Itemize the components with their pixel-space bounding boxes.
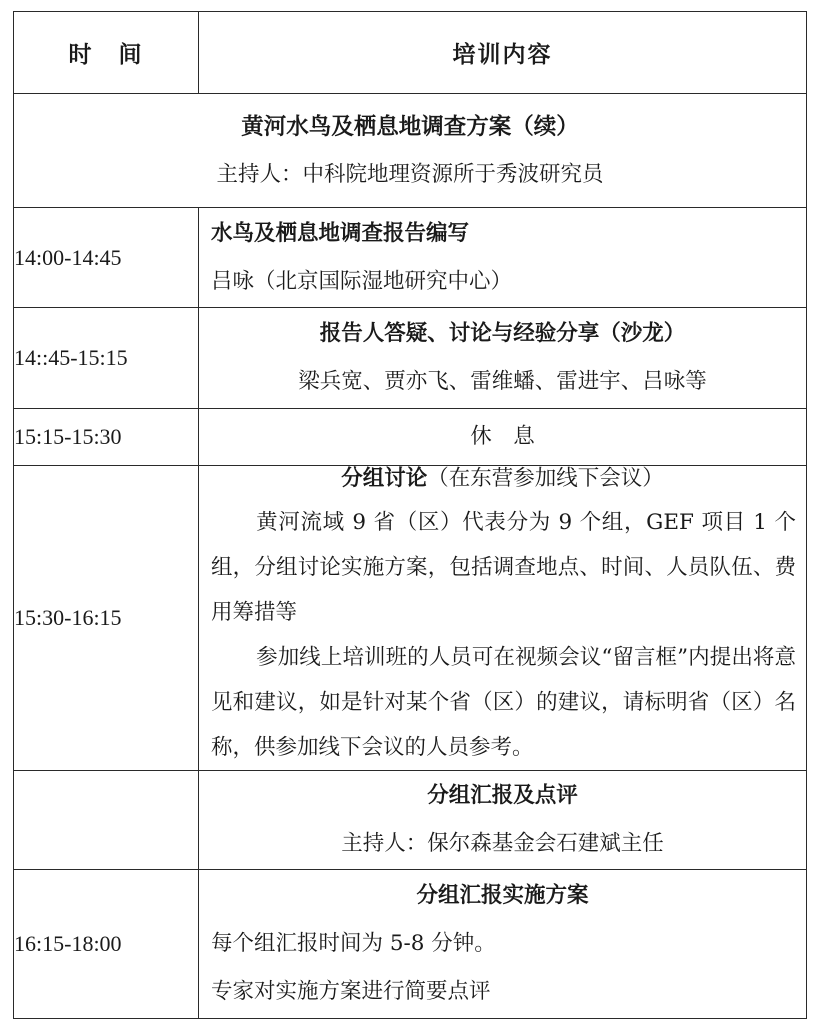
row-line: 专家对实施方案进行简要点评 — [211, 979, 491, 1004]
row-line: 每个组汇报时间为 5-8 分钟。 — [211, 931, 496, 956]
table-row — [14, 870, 807, 1019]
header-row — [14, 12, 807, 94]
table-row — [14, 409, 807, 466]
row-paragraph: 黄河流域 9 省（区）代表分为 9 个组，GEF 项目 1 个组，分组讨论实施方案，包括调查地点、时间、人员队伍、费用筹措等 — [211, 510, 796, 625]
row-content — [199, 870, 807, 1019]
row-time: 14:00-14:45 — [14, 208, 199, 308]
row-content — [199, 409, 807, 466]
row-time: 15:30-16:15 — [14, 466, 199, 771]
row-content — [199, 308, 807, 409]
row-time: 16:15-18:00 — [14, 870, 199, 1019]
row-paragraph: 参加线上培训班的人员可在视频会议“留言框”内提出将意见和建议，如是针对某个省（区）的建议，请标明省（区）名称，供参加线下会议的人员参考。 — [211, 645, 796, 760]
row-title: 分组汇报及点评 — [427, 783, 578, 808]
row-title-line — [199, 466, 806, 492]
table-row — [14, 466, 807, 771]
row-sub: 主持人：保尔森基金会石建斌主任 — [341, 831, 664, 856]
row-title: 分组汇报实施方案 — [416, 883, 589, 908]
row-content — [199, 466, 807, 771]
training-schedule-table — [13, 11, 807, 1019]
row-content — [199, 208, 807, 308]
header-time: 时 间 — [14, 12, 199, 94]
row-title: 报告人答疑、讨论与经验分享（沙龙） — [319, 321, 686, 346]
session-header-cell — [14, 94, 807, 208]
table-row — [14, 771, 807, 870]
row-title-note: （在东营参加线下会议） — [427, 466, 664, 491]
row-time: 14::45-15:15 — [14, 308, 199, 409]
session-header-row — [14, 94, 807, 208]
session-host: 主持人：中科院地理资源所于秀波研究员 — [216, 161, 604, 187]
session-title: 黄河水鸟及栖息地调查方案（续） — [241, 113, 579, 140]
row-sub: 梁兵宽、贾亦飞、雷维蟠、雷进宇、吕咏等 — [298, 369, 707, 394]
row-time — [14, 771, 199, 870]
row-title: 分组讨论 — [341, 466, 428, 491]
table-row — [14, 308, 807, 409]
row-time: 15:15-15:30 — [14, 409, 199, 466]
row-title: 水鸟及栖息地调查报告编写 — [211, 220, 470, 246]
row-title: 休 息 — [470, 424, 535, 449]
table-row — [14, 208, 807, 308]
header-content: 培训内容 — [199, 12, 807, 94]
row-content — [199, 771, 807, 870]
row-sub: 吕咏（北京国际湿地研究中心） — [211, 268, 513, 294]
